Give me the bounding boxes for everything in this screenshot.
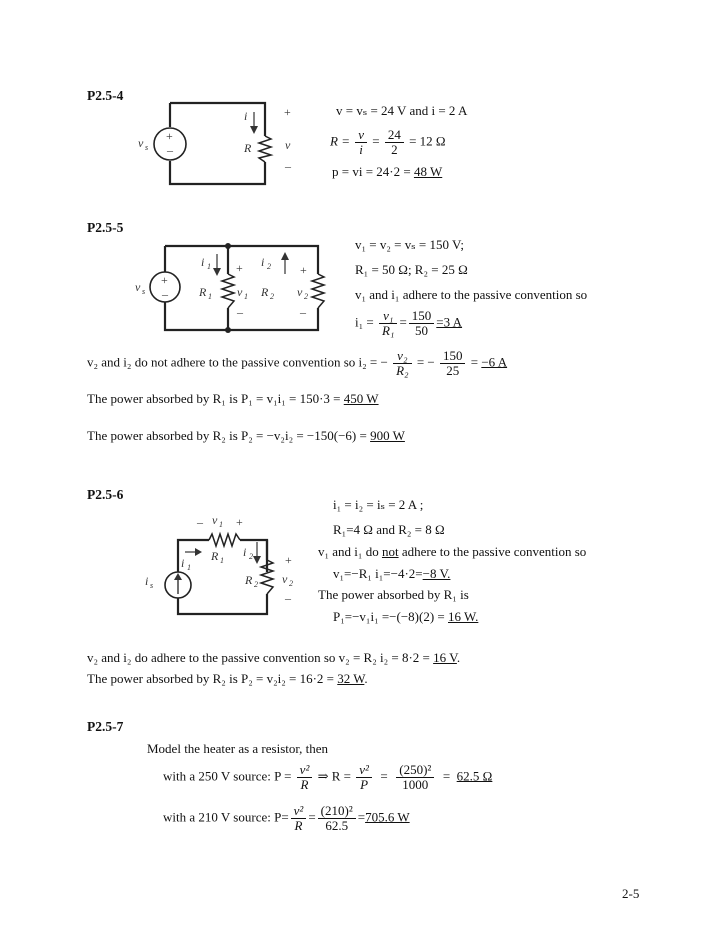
i1-label: i [181, 556, 185, 570]
svg-text:–: – [285, 591, 291, 605]
equation: R₁ = 50 Ω; R₂ = 25 Ω [355, 262, 468, 277]
vs-subscript: s [142, 287, 146, 296]
equation: i₁ = i₂ = iₛ = 2 A ; [333, 497, 424, 512]
svg-text:2: 2 [304, 292, 308, 301]
answer: −6 A [481, 354, 508, 370]
v1-label: v [237, 285, 243, 299]
is-subscript: s [150, 581, 154, 590]
source-minus: – [162, 287, 168, 301]
text-line: Model the heater as a resistor, then [147, 741, 329, 756]
equation: The power absorbed by R₂ is P₂ = −v₂i₂ = −150(−6) = 900 W [87, 428, 405, 443]
circuit-diagram-p2-5-5 [135, 244, 335, 336]
svg-text:2: 2 [270, 292, 274, 301]
v2-label: v [297, 285, 303, 299]
vs-subscript: s [145, 143, 149, 152]
circuit-diagram-p2-5-4 [130, 100, 300, 190]
svg-text:2: 2 [254, 580, 258, 589]
equation: v = vₛ = 24 V and i = 2 A [336, 103, 468, 118]
vs-label: v [135, 280, 141, 294]
svg-text:1: 1 [187, 563, 191, 572]
r-label: R [244, 141, 252, 155]
svg-text:+: + [300, 263, 307, 277]
equation: v₁ = v₂ = vₛ = 150 V; [355, 237, 464, 252]
source-minus: – [167, 143, 173, 157]
r1-label: R [211, 549, 219, 563]
svg-text:2: 2 [289, 579, 293, 588]
svg-text:1: 1 [207, 262, 211, 271]
answer: 16 W. [448, 609, 479, 624]
equation: v₁ and i₁ do not adhere to the passive convention so [318, 544, 587, 559]
equation: with a 250 V source: P = $\frac{\text{v²}}{R}$ ⇒ R = $\frac{\text{v²}}{P}$ = $\frac{\text{(250)²}}{1000}$ = 62.5 Ω [163, 762, 493, 792]
equation: i₁ = $\frac{\text{v₁}}{\text{R₁}}$ = $\frac{150}{50}$ =3 A [355, 308, 463, 338]
i-label: i [244, 109, 248, 123]
svg-text:1: 1 [219, 520, 223, 529]
problem-heading: P2.5-4 [87, 88, 124, 103]
i2-label: i [243, 545, 247, 559]
answer: 450 W [343, 391, 379, 406]
problem-heading: P2.5-5 [87, 220, 124, 235]
answer: 900 W [370, 428, 405, 443]
i1-label: i [201, 255, 205, 269]
problem-heading: P2.5-7 [87, 719, 124, 734]
equation: The power absorbed by R₁ is [318, 587, 469, 602]
equation: with a 210 V source: P= $\frac{\text{v²}}{R}$ = $\frac{\text{(210)²}}{62.5}$ =705.6 W [163, 803, 410, 833]
svg-text:–: – [300, 305, 306, 319]
equation: v₁=−R₁ i₁=−4·2=−8 V. [333, 566, 451, 581]
equation: v₂ and i₂ do not adhere to the passive convention so i₂ = − $\frac{\text{v₂}}{\text{R₂}}$ = − $\frac{150}{25}$ = −6 A [87, 348, 508, 378]
svg-text:–: – [237, 305, 243, 319]
svg-text:+: + [236, 515, 243, 529]
vs-label: v [138, 136, 144, 150]
equation: v₁ and i₁ adhere to the passive convention so [355, 287, 588, 302]
svg-text:2: 2 [249, 552, 253, 561]
v2-label: v [282, 572, 288, 586]
r2-label: R [261, 285, 269, 299]
source-plus: + [166, 129, 173, 143]
r1-label: R [199, 285, 207, 299]
answer: −8 V. [422, 566, 451, 581]
equation: R = $\frac{v}{i}$ = $\frac{24}{2}$ = 12 Ω [330, 127, 446, 157]
svg-text:1: 1 [244, 292, 248, 301]
answer: 62.5 Ω [456, 768, 493, 784]
is-label: i [145, 574, 149, 588]
equation: R₁=4 Ω and R₂ = 8 Ω [333, 522, 445, 537]
equation: p = vi = 24·2 = 48 W [332, 164, 443, 179]
equation: v₂ and i₂ do adhere to the passive convention so v₂ = R₂ i₂ = 8·2 = 16 V. [87, 650, 461, 665]
i2-label: i [261, 255, 265, 269]
svg-text:+: + [236, 261, 243, 275]
svg-text:+: + [285, 553, 292, 567]
svg-text:1: 1 [208, 292, 212, 301]
page-number: 2-5 [622, 886, 640, 901]
equation: P₁=−v₁i₁ =−(−8)(2) = 16 W. [333, 609, 479, 624]
v-label: v [285, 138, 291, 152]
answer: 705.6 W [365, 809, 410, 825]
answer: =3 A [436, 314, 463, 330]
circuit-diagram-p2-5-6 [145, 512, 305, 618]
svg-text:2: 2 [267, 262, 271, 271]
v1-label: v [212, 513, 218, 527]
answer: 48 W [413, 164, 443, 179]
source-plus: + [161, 273, 168, 287]
answer: 32 W [337, 671, 365, 686]
v-minus: – [285, 159, 291, 173]
problem-heading: P2.5-6 [87, 487, 124, 502]
answer: 16 V [433, 650, 457, 665]
equation: The power absorbed by R₁ is P₁ = v₁i₁ = 150·3 = 450 W [87, 391, 379, 406]
r2-label: R [245, 573, 253, 587]
equation: The power absorbed by R₂ is P₂ = v₂i₂ = 16·2 = 32 W. [87, 671, 368, 686]
svg-text:–: – [197, 515, 203, 529]
svg-text:1: 1 [220, 556, 224, 565]
v-plus: + [284, 105, 291, 119]
